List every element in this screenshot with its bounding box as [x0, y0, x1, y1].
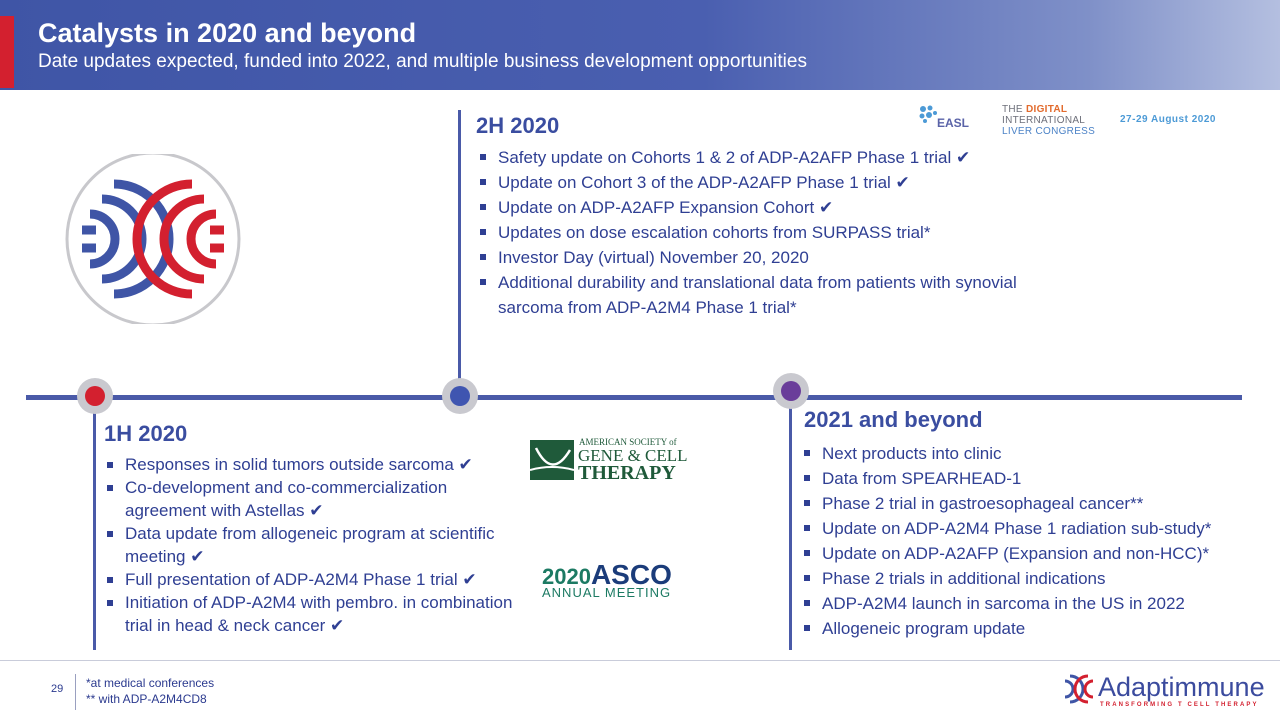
timeline-connector-2h2020 [458, 110, 461, 397]
footer-divider [0, 660, 1280, 661]
section-title-2h2020: 2H 2020 [476, 113, 560, 138]
list-item: Co-development and co-commercialization agreement with Astellas ✔ [107, 476, 517, 522]
easl-date: 27-29 August 2020 [1120, 114, 1216, 125]
dilc-text-digital: DIGITAL [1025, 104, 1068, 115]
easl-logo [918, 104, 978, 134]
list-item: Full presentation of ADP-A2M4 Phase 1 trial ✔ [107, 568, 517, 591]
timeline-node-2h2020 [442, 378, 478, 414]
list-item: Next products into clinic [804, 441, 1274, 466]
list-item: Responses in solid tumors outside sarcoma ✔ [107, 453, 517, 476]
header-accent-bar [0, 16, 14, 88]
timeline-axis [26, 395, 1242, 400]
list-item: Data update from allogeneic program at scientific meeting ✔ [107, 522, 517, 568]
easl-dots-icon [918, 104, 938, 124]
list-item: ADP-A2M4 launch in sarcoma in the US in 2022 [804, 591, 1274, 616]
list-item: Additional durability and translational data from patients with synovial sarcoma from ADP-A2M4 Phase 1 trial* [480, 270, 1080, 320]
list-item: Investor Day (virtual) November 20, 2020 [480, 245, 1080, 270]
list-item: Update on ADP-A2AFP (Expansion and non-HCC)* [804, 541, 1274, 566]
footer-separator [75, 674, 76, 710]
list-item: Allogeneic program update [804, 616, 1274, 641]
asco-wordmark: ASCO [590, 559, 672, 590]
list-item: Data from SPEARHEAD-1 [804, 466, 1274, 491]
dilc-text-the: THE [1002, 104, 1026, 115]
digital-ilc-logo [1002, 104, 1095, 137]
timeline-connector-1h2020 [93, 398, 96, 650]
footnote-2: ** with ADP-A2M4CD8 [86, 692, 207, 706]
asco-year: 2020 [542, 564, 591, 589]
page-title: Catalysts in 2020 and beyond [38, 18, 417, 48]
list-item: Phase 2 trials in additional indications [804, 566, 1274, 591]
list-2h2020 [480, 145, 1080, 320]
page-number: 29 [51, 683, 64, 695]
list-item: Phase 2 trial in gastroesophageal cancer** [804, 491, 1274, 516]
list-1h2020 [107, 453, 517, 637]
brand-tagline: TRANSFORMING T CELL THERAPY [1100, 702, 1259, 708]
timeline-connector-2021 [789, 398, 792, 650]
asco-subtitle: ANNUAL MEETING [542, 585, 672, 600]
adaptimmune-emblem-logo [64, 154, 242, 324]
list-item: Update on Cohort 3 of the ADP-A2AFP Phase 1 trial ✔ [480, 170, 1080, 195]
easl-wordmark: EASL [937, 116, 970, 130]
header-banner [0, 0, 1280, 90]
footnote-1: *at medical conferences [86, 676, 215, 690]
list-item: Update on ADP-A2M4 Phase 1 radiation sub-study* [804, 516, 1274, 541]
asgct-arc-icon [530, 440, 574, 480]
section-title-1h2020: 1H 2020 [104, 421, 188, 446]
dilc-text-liver-congress: LIVER CONGRESS [1002, 126, 1096, 137]
dilc-text-international: INTERNATIONAL [1002, 115, 1086, 126]
adaptimmune-small-icon [1060, 672, 1098, 706]
timeline-node-1h2020 [77, 378, 113, 414]
section-title-2021: 2021 and beyond [804, 407, 983, 432]
list-item: Initiation of ADP-A2M4 with pembro. in combination trial in head & neck cancer ✔ [107, 591, 517, 637]
asgct-line1: AMERICAN SOCIETY of [579, 437, 677, 447]
asgct-line2: GENE & CELL [578, 446, 688, 465]
asgct-line3: THERAPY [578, 462, 676, 484]
asgct-emblem [530, 440, 574, 480]
timeline-node-2021 [773, 373, 809, 409]
page-subtitle: Date updates expected, funded into 2022, and multiple business development opportunities [38, 51, 807, 72]
list-item: Update on ADP-A2AFP Expansion Cohort ✔ [480, 195, 1080, 220]
list-2021 [804, 441, 1274, 641]
list-item: Safety update on Cohorts 1 & 2 of ADP-A2AFP Phase 1 trial ✔ [480, 145, 1080, 170]
list-item: Updates on dose escalation cohorts from SURPASS trial* [480, 220, 1080, 245]
brand-wordmark: Adaptimmune [1098, 672, 1265, 702]
